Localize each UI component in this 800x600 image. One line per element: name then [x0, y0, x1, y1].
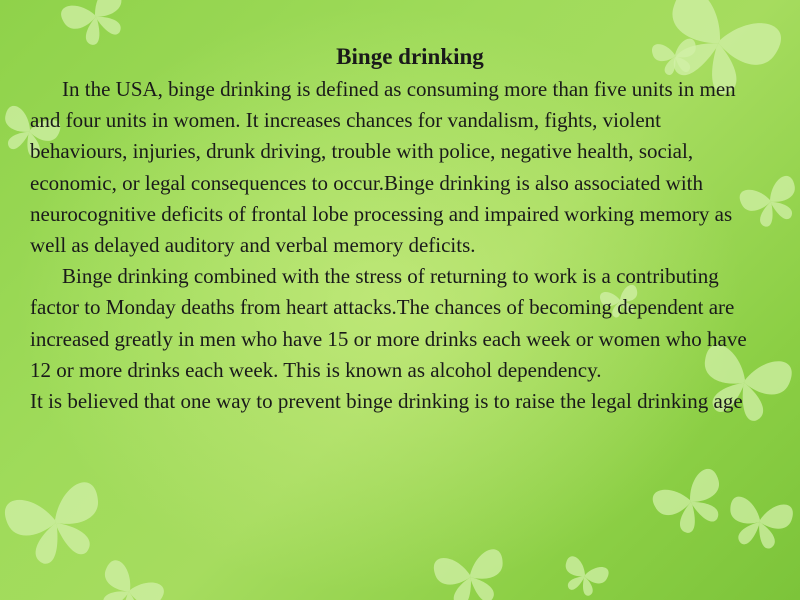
butterfly-icon [650, 466, 734, 541]
butterfly-icon [432, 548, 509, 600]
butterfly-icon [558, 555, 610, 600]
paragraph-prevention: It is believed that one way to prevent binge drinking is to raise the legal drinking age [30, 389, 743, 414]
paragraph-definition: In the USA, binge drinking is defined as consuming more than five units in men and four units in women. It increases chances for vandalism, fights, violent behaviours, injuries, drunk driving, trouble with police, negative health, social, economic, or legal consequences to occur.Binge drinking is also associated with neurocognitive deficits of frontal lobe processing and impaired working memory as well as delayed auditory and verbal memory deficits. [30, 77, 736, 258]
butterfly-icon [2, 479, 111, 571]
slide-title: Binge drinking [336, 44, 484, 69]
slide-content [30, 40, 750, 417]
paragraph-heart-attacks: Binge drinking combined with the stress of returning to work is a contributing factor to Monday deaths from heart attacks.The chances of becoming dependent are increased greatly in men who have 15 or more drinks each week or women who have 12 or more drinks each week. This is known as alcohol dependency. [30, 264, 747, 382]
butterfly-icon [724, 495, 794, 552]
butterfly-icon [89, 557, 167, 600]
